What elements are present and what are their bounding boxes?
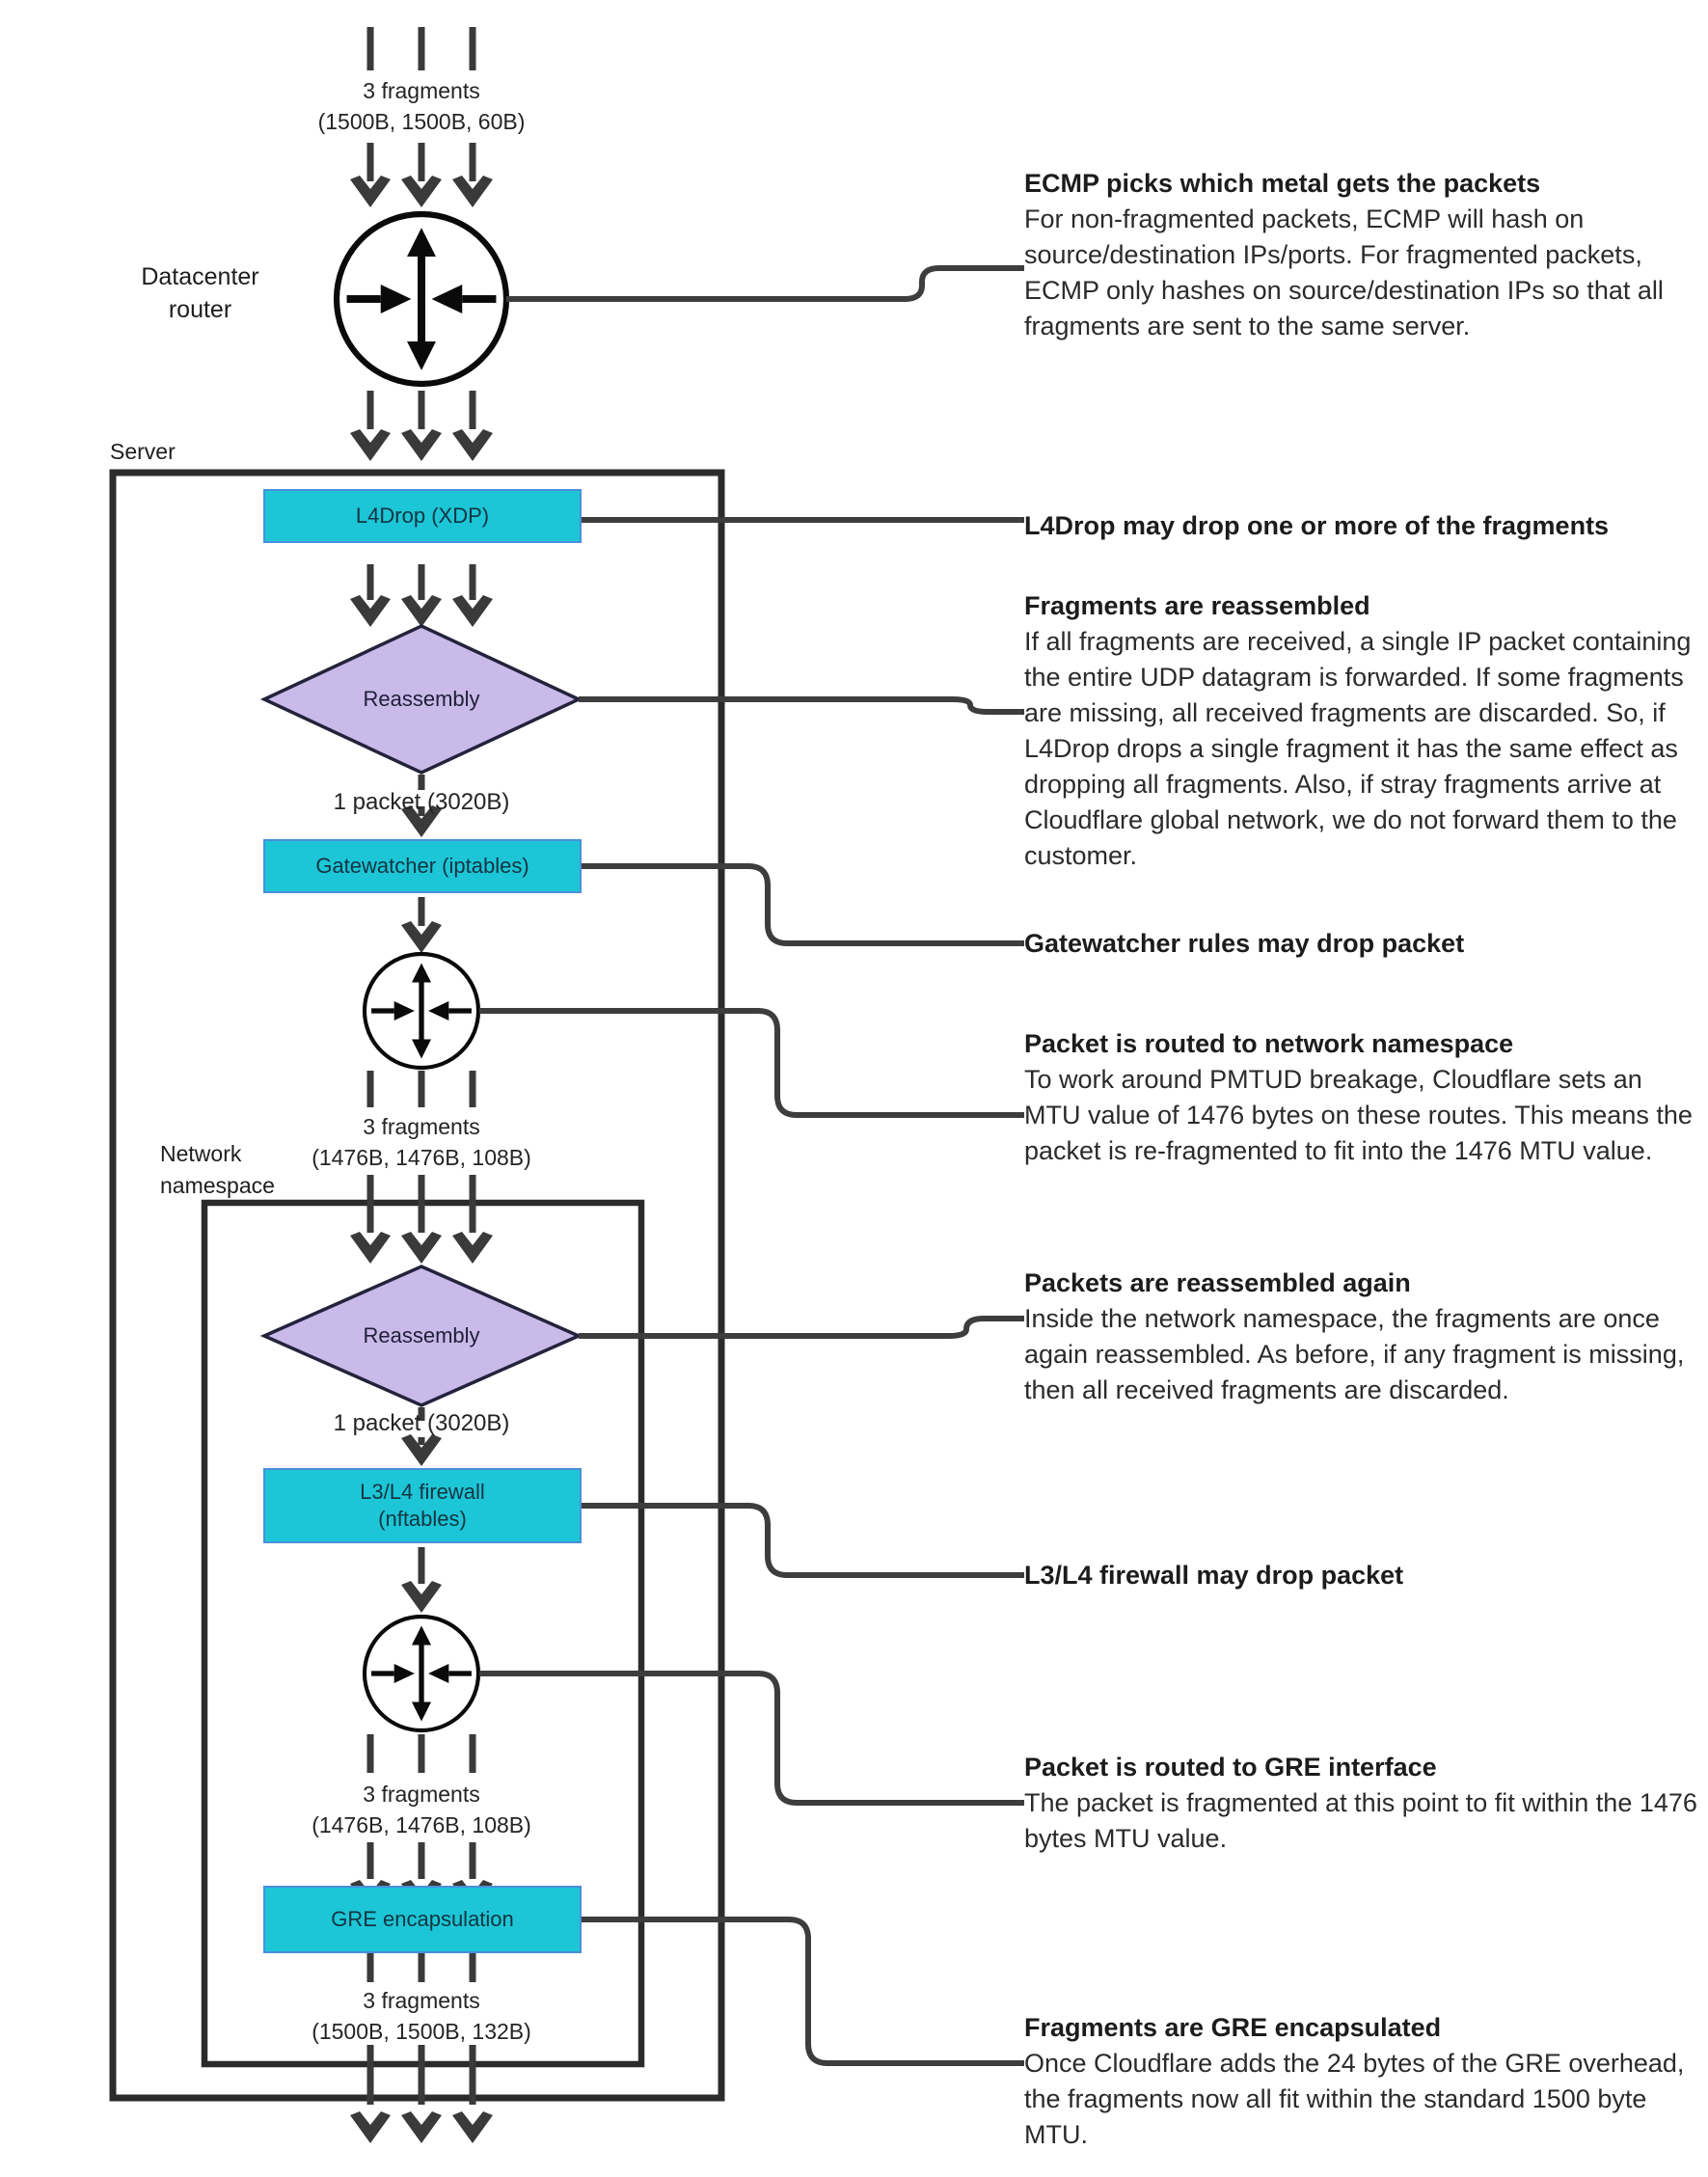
gre-label: GRE encapsulation [331, 1907, 514, 1931]
annotation-body: Once Cloudflare adds the 24 bytes of the GRE overhead, the fragments now all fit within the standard 1500 byte MTU. [1024, 2049, 1685, 2149]
annotation-body: Inside the network namespace, the fragments are once again reassembled. As before, if any fragment is missing, then all received fragments are discarded. [1024, 1304, 1685, 1404]
datacenter-router-label: Datacenter router [141, 263, 259, 323]
router-icon-3 [365, 1617, 478, 1730]
fragments-sizes: (1476B, 1476B, 108B) [312, 1145, 531, 1170]
packet-2-label: 1 packet (3020B) [333, 1410, 510, 1436]
annotation-heading: Packets are reassembled again [1024, 1268, 1411, 1297]
gatewatcher-node [263, 839, 582, 893]
connector-firewall [582, 1506, 1024, 1575]
reassembly-2-label: Reassembly [363, 1323, 480, 1347]
firewall-node [263, 1468, 582, 1543]
annotation-heading: Packet is routed to GRE interface [1024, 1753, 1437, 1782]
annotation-routed-namespace [1024, 1026, 1699, 1169]
bottom-fragments-label [238, 1985, 605, 2047]
server-label: Server [110, 439, 176, 464]
fragments-count: 3 fragments [363, 1782, 480, 1807]
fragments-sizes: (1476B, 1476B, 108B) [312, 1812, 531, 1837]
connector-gatewatcher [582, 866, 1024, 943]
router-icon-2 [365, 954, 478, 1068]
fragment-dashes-gre [367, 1734, 476, 1773]
annotation-ecmp [1024, 166, 1699, 344]
datacenter-router-icon [337, 214, 506, 384]
gre-node [263, 1886, 582, 1953]
firewall-label-line2: (nftables) [378, 1507, 467, 1531]
annotation-body: If all fragments are received, a single IP packet containing the entire UDP datagram is forwarded. If some fragments are missing, all received fragments are discarded. So, if L4Drop drops a single fragment it has the same effect as dropping all fragments. Also, if stray fragments arrive at Cloudflare global network, we do not forward them to the customer. [1024, 627, 1692, 870]
annotation-heading: L4Drop may drop one or more of the fragments [1024, 511, 1610, 540]
annotation-heading: Gatewatcher rules may drop packet [1024, 929, 1465, 958]
arrow-to-router-2 [401, 897, 442, 953]
fragments-sizes: (1500B, 1500B, 132B) [312, 2019, 531, 2044]
reassembly-1-label: Reassembly [363, 687, 480, 711]
annotation-l4drop-drop [1024, 508, 1699, 544]
arrow-to-router-3 [401, 1547, 442, 1613]
annotation-reassembled-again [1024, 1265, 1699, 1408]
network-namespace-label: Network namespace [160, 1141, 275, 1198]
connector-ecmp [506, 268, 1024, 299]
incoming-fragments-label [238, 75, 605, 137]
firewall-label-line1: L3/L4 firewall [360, 1480, 485, 1504]
connector-router-2 [479, 1011, 1024, 1115]
packet-1-label: 1 packet (3020B) [333, 789, 510, 815]
connector-reassembly-2 [579, 1319, 1024, 1336]
arrows-l4drop-to-reassembly [350, 564, 493, 627]
arrows-to-server [350, 391, 493, 461]
annotation-gre-encapsulated [1024, 2010, 1699, 2153]
arrows-to-router [350, 143, 493, 207]
fragments-count: 3 fragments [363, 1988, 480, 2013]
annotation-heading: Packet is routed to network namespace [1024, 1029, 1514, 1058]
fragments-count: 3 fragments [363, 78, 480, 103]
connector-gre [582, 1919, 1024, 2063]
annotation-heading: ECMP picks which metal gets the packets [1024, 169, 1541, 198]
gatewatcher-label: Gatewatcher (iptables) [315, 854, 529, 878]
annotation-reassembled [1024, 588, 1699, 874]
arrows-into-namespace [350, 1175, 493, 1264]
annotation-body: To work around PMTUD breakage, Cloudflare sets an MTU value of 1476 bytes on these routes. This means the packet is re-fragmented to fit into the 1476 MTU value. [1024, 1065, 1693, 1165]
annotation-body: For non-fragmented packets, ECMP will hash on source/destination IPs/ports. For fragmented packets, ECMP only hashes on source/destination IPs so that all fragments are sent to the same server. [1024, 204, 1664, 340]
annotation-heading: Fragments are reassembled [1024, 591, 1370, 620]
fragments-sizes: (1500B, 1500B, 60B) [317, 109, 526, 134]
incoming-fragment-dashes [367, 27, 476, 70]
fragments-count: 3 fragments [363, 1114, 480, 1139]
gre-fragments-label [238, 1779, 605, 1840]
l4drop-label: L4Drop (XDP) [355, 503, 490, 528]
annotation-heading: L3/L4 firewall may drop packet [1024, 1561, 1404, 1590]
annotation-firewall-drop [1024, 1558, 1699, 1593]
annotation-heading: Fragments are GRE encapsulated [1024, 2013, 1442, 2042]
fragment-dashes-mid [367, 1071, 476, 1107]
arrows-out-of-server [350, 1953, 493, 2143]
l4drop-node [263, 489, 582, 543]
annotation-gatewatcher-drop [1024, 926, 1699, 962]
annotation-body: The packet is fragmented at this point to fit within the 1476 bytes MTU value. [1024, 1788, 1697, 1853]
annotation-routed-gre [1024, 1750, 1699, 1857]
connector-reassembly-1 [579, 699, 1024, 712]
